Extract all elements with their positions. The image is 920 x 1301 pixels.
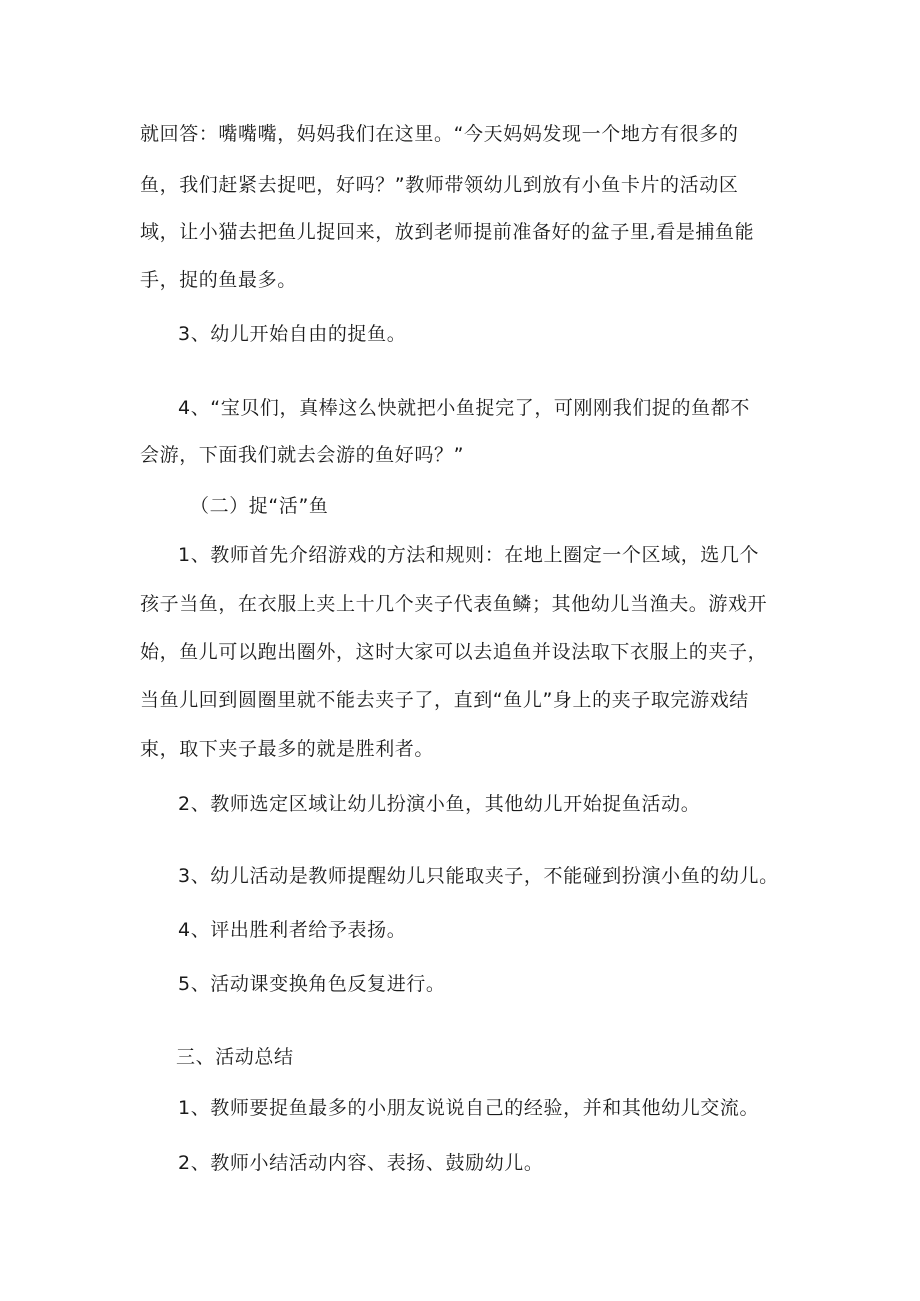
- rule-5-line: 5、活动课变换角色反复进行。: [178, 973, 446, 995]
- rule-4-line: 4、评出胜利者给予表扬。: [178, 919, 407, 941]
- rule-3-line: 3、幼儿活动是教师提醒幼儿只能取夹子，不能碰到扮演小鱼的幼儿。: [178, 865, 779, 887]
- step-3-line: 3、幼儿开始自由的捉鱼。: [178, 323, 407, 345]
- rule-1-line: 当鱼儿回到圆圈里就不能去夹子了，直到“鱼儿”身上的夹子取完游戏结: [140, 689, 749, 711]
- paragraph-line: 就回答：嘴嘴嘴，妈妈我们在这里。“今天妈妈发现一个地方有很多的: [140, 123, 739, 145]
- step-4-line: 4、“宝贝们，真棒这么快就把小鱼捉完了，可刚刚我们捉的鱼都不: [178, 397, 750, 419]
- paragraph-line: 鱼，我们赶紧去捉吧，好吗？”教师带领幼儿到放有小鱼卡片的活动区: [140, 174, 739, 196]
- paragraph-line: 手，捉的鱼最多。: [140, 269, 297, 291]
- summary-1-line: 1、教师要捉鱼最多的小朋友说说自己的经验，并和其他幼儿交流。: [178, 1097, 760, 1119]
- rule-2-line: 2、教师选定区域让幼儿扮演小鱼，其他幼儿开始捉鱼活动。: [178, 793, 701, 815]
- section-heading: 三、活动总结: [176, 1046, 294, 1068]
- paragraph-line: 域，让小猫去把鱼儿捉回来，放到老师提前准备好的盆子里,看是捕鱼能: [140, 221, 755, 243]
- step-4-line: 会游，下面我们就去会游的鱼好吗？”: [140, 444, 465, 466]
- rule-1-line: 孩子当鱼，在衣服上夹上十几个夹子代表鱼鳞；其他幼儿当渔夫。游戏开: [140, 593, 768, 615]
- subheading: （二）捉“活”鱼: [190, 495, 329, 517]
- rule-1-line: 始，鱼儿可以跑出圈外，这时大家可以去追鱼并设法取下衣服上的夹子，: [140, 641, 768, 663]
- rule-1-line: 束，取下夹子最多的就是胜利者。: [140, 738, 435, 760]
- summary-2-line: 2、教师小结活动内容、表扬、鼓励幼儿。: [178, 1152, 544, 1174]
- rule-1-line: 1、教师首先介绍游戏的方法和规则：在地上圈定一个区域，选几个: [178, 544, 760, 566]
